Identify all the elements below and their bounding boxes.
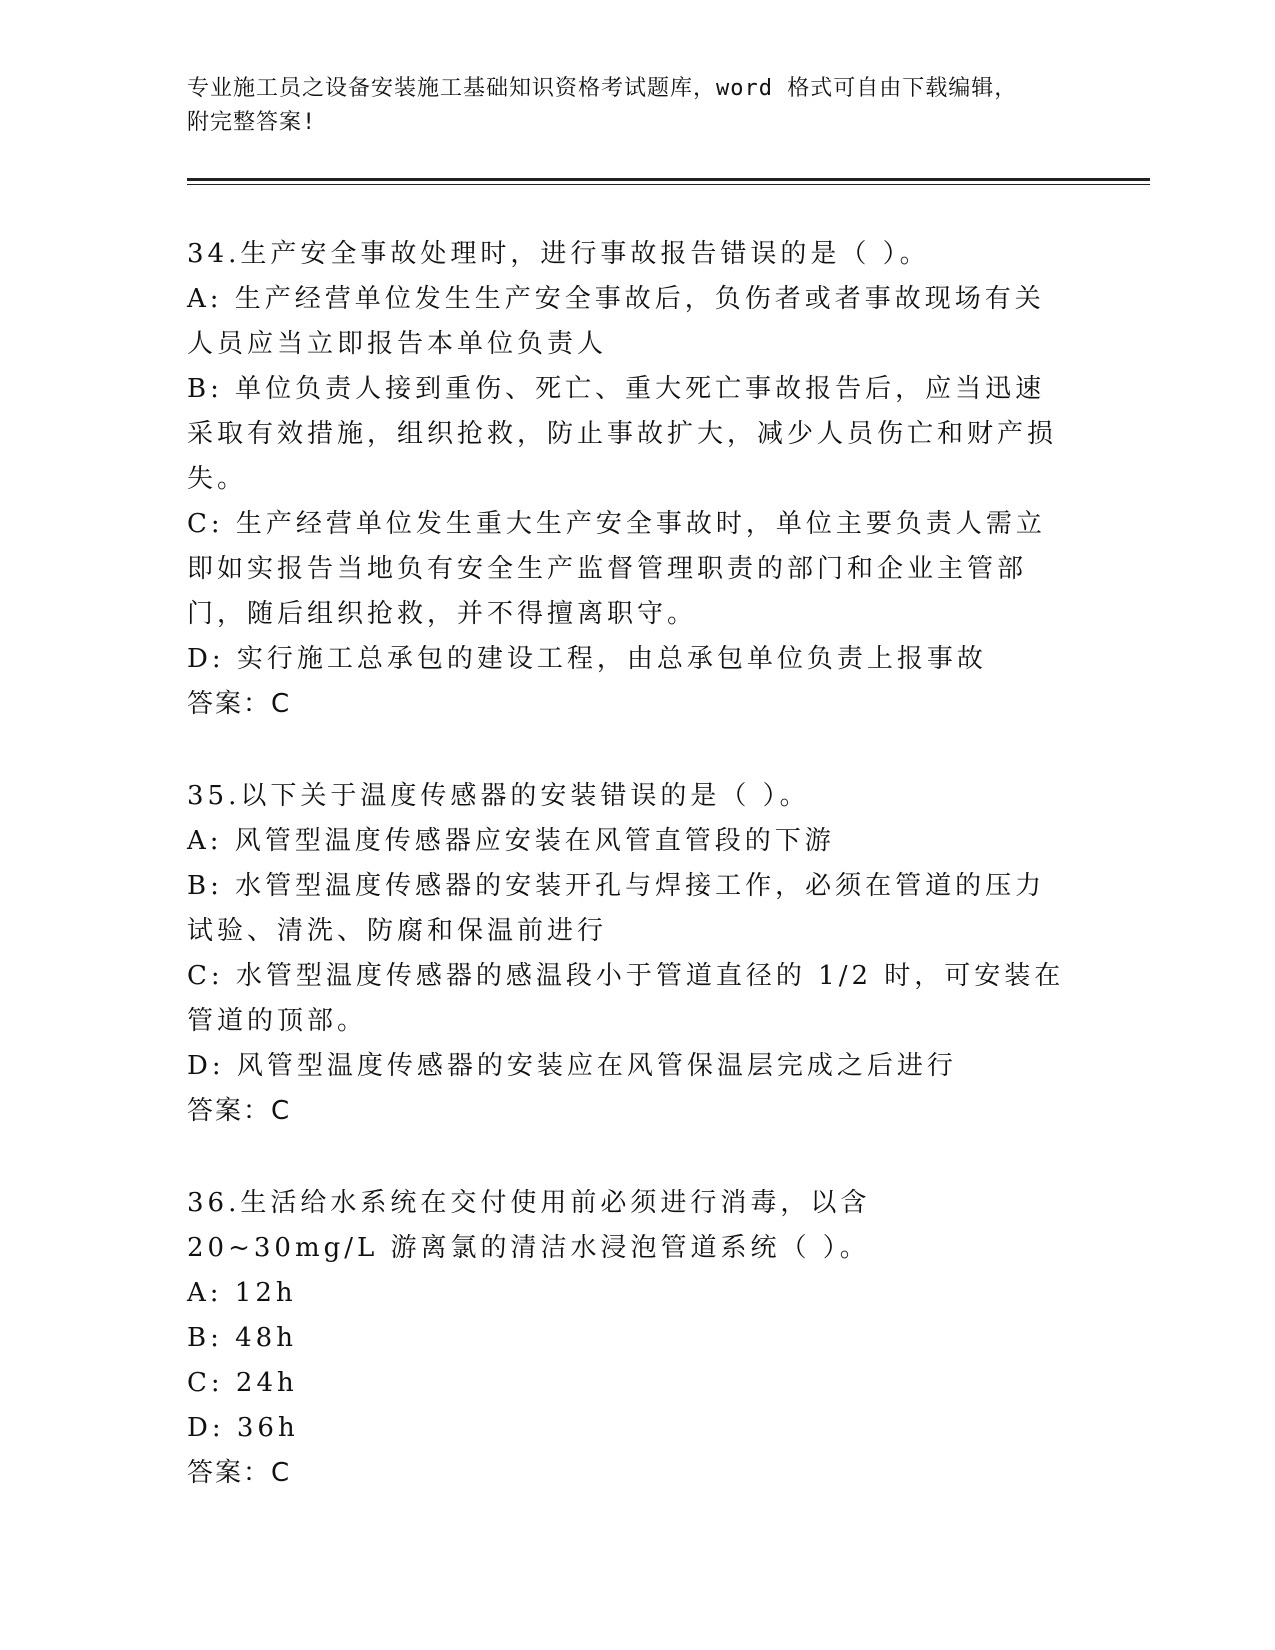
option-b: B: 48h [187,1323,297,1353]
option-b: B: 单位负责人接到重伤、死亡、重大死亡事故报告后，应当迅速采取有效措施，组织抢救，防止事故扩大，减少人员伤亡和财产损失。 [187,374,1058,494]
option-c: C: 生产经营单位发生重大生产安全事故时，单位主要负责人需立即如实报告当地负有安全生产监督管理职责的部门和企业主管部门，随后组织抢救，并不得擅离职守。 [187,509,1046,629]
option-d: D: 风管型温度传感器的安装应在风管保温层完成之后进行 [187,1051,957,1081]
option-a: A: 生产经营单位发生生产安全事故后，负伤者或者事故现场有关人员应当立即报告本单位负责人 [187,284,1045,359]
answer-label: 答案：C [187,689,292,719]
option-c: C: 水管型温度传感器的感温段小于管道直径的 1/2 时，可安装在管道的顶部。 [187,961,1065,1036]
question-36 [187,1181,1067,1496]
option-d: D: 实行施工总承包的建设工程，由总承包单位负责上报事故 [187,644,987,674]
question-35 [187,774,1067,1134]
question-stem: 36.生活给水系统在交付使用前必须进行消毒，以含 20~30mg/L 游离氯的清洁水浸泡管道系统（ ）。 [187,1188,871,1263]
header-divider-thick [187,178,1150,181]
header-title-line-1: 专业施工员之设备安装施工基础知识资格考试题库，word 格式可自由下载编辑， [187,76,1018,101]
option-b: B: 水管型温度传感器的安装开孔与焊接工作，必须在管道的压力试验、清洗、防腐和保温前进行 [187,871,1046,946]
header-divider-thin [187,184,1150,185]
option-d: D: 36h [187,1413,299,1443]
question-stem: 34.生产安全事故处理时，进行事故报告错误的是（ ）。 [187,239,930,269]
question-34 [187,232,1067,727]
option-a: A: 风管型温度传感器应安装在风管直管段的下游 [187,826,835,856]
header-title-line-2: 附完整答案! [187,110,317,135]
question-list [187,232,1067,1543]
document-header [187,72,1067,140]
question-stem: 35.以下关于温度传感器的安装错误的是（ ）。 [187,781,810,811]
answer-label: 答案：C [187,1096,292,1126]
option-c: C: 24h [187,1368,298,1398]
option-a: A: 12h [187,1278,297,1308]
answer-label: 答案：C [187,1458,292,1488]
